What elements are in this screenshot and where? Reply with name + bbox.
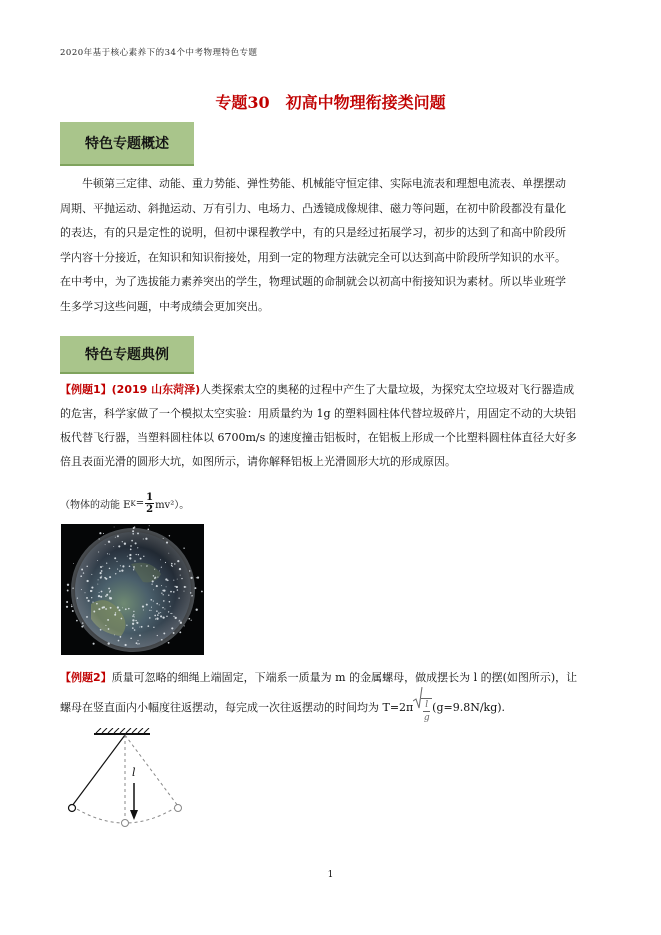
text-line: 质量可忽略的细绳上端固定，下端系一质量为 m 的金属螺母，做成摆长为 l 的摆(如图所示)，让 <box>111 671 578 684</box>
example-1-tag: 【例题1】(2019 山东菏泽) <box>60 383 201 396</box>
note-equals: = <box>135 498 145 509</box>
text-line: 人类探索太空的奥秘的过程中产生了大量垃圾，为探究太空垃圾对飞行器造成 <box>200 383 575 396</box>
example-2-tag: 【例题2】 <box>60 671 112 684</box>
text-line: 倍且表面光滑的圆形大坑，如图所示，请你解释铝板上光滑圆形大坑的形成原因。 <box>60 455 456 468</box>
fraction-numerator: 1 <box>146 492 154 503</box>
example-2 <box>60 665 610 724</box>
fraction-denominator: 2 <box>146 504 154 515</box>
note-subscript: K <box>130 499 136 508</box>
sqrt-denominator: g <box>423 713 430 723</box>
text-line: 板代替飞行器，当塑料圆柱体以 6700m/s 的速度撞击铝板时，在铝板上形成一个比塑料圆柱体直径大好多 <box>60 431 577 444</box>
text-line: 生多学习这些问题，中考成绩会更加突出。 <box>60 299 269 313</box>
fraction-one-half <box>145 492 154 515</box>
overview-paragraph <box>60 172 610 320</box>
text-line: 在中考中，为了选拔能力素养突出的学生，物理试题的命制就会以初高中衔接知识为素材。所以毕业班学 <box>60 275 566 289</box>
sqrt-numerator: l <box>425 700 429 710</box>
text-line: 学内容十分接近，在知识和知识衔接处，用到一定的物理方法就完全可以达到高中阶段所学知识的水平。 <box>60 250 566 264</box>
text-line: 螺母在竖直面内小幅度往返摆动，每完成一次往返摆动的时间均为 T=2π <box>60 700 414 714</box>
section-heading-label: 特色专题典例 <box>85 347 169 363</box>
section-heading-overview <box>60 122 194 166</box>
length-label: l <box>132 766 136 779</box>
period-formula-sqrt <box>413 691 432 724</box>
text-line: 牛顿第三定律、动能、重力势能、弹性势能、机械能守恒定律、实际电流表和理想电流表、单摆摆动 <box>82 177 566 190</box>
page-title: 专题30 初高中物理衔接类问题 <box>215 93 446 112</box>
note-text: （物体的动能 E <box>60 500 131 511</box>
earth-space-debris-image <box>61 524 204 655</box>
text-line: 的危害，科学家做了一个模拟太空实验：用质量约为 1g 的塑料圆柱体代替垃圾碎片，用固定不动的大块铝 <box>60 407 577 420</box>
pendulum-diagram <box>58 728 206 832</box>
example-1 <box>60 378 610 474</box>
text-line: 周期、平抛运动、斜抛运动、万有引力、电场力、凸透镜成像规律、磁力等问题，在初中阶段都没有量化 <box>60 201 566 215</box>
page-number: 1 <box>327 870 334 880</box>
text-line: 的表达，有的只是定性的说明，但初中课程教学中，有的只是经过拓展学习，初步的达到了和高中阶段所 <box>60 226 566 240</box>
text-line: (g=9.8N/kg). <box>432 700 506 714</box>
document-header-note: 2020年基于核心素养下的34个中考物理特色专题 <box>60 48 258 58</box>
section-heading-label: 特色专题概述 <box>85 136 169 152</box>
kinetic-energy-note <box>60 492 189 515</box>
note-text: mv²）。 <box>155 500 190 511</box>
section-heading-examples <box>60 336 194 374</box>
